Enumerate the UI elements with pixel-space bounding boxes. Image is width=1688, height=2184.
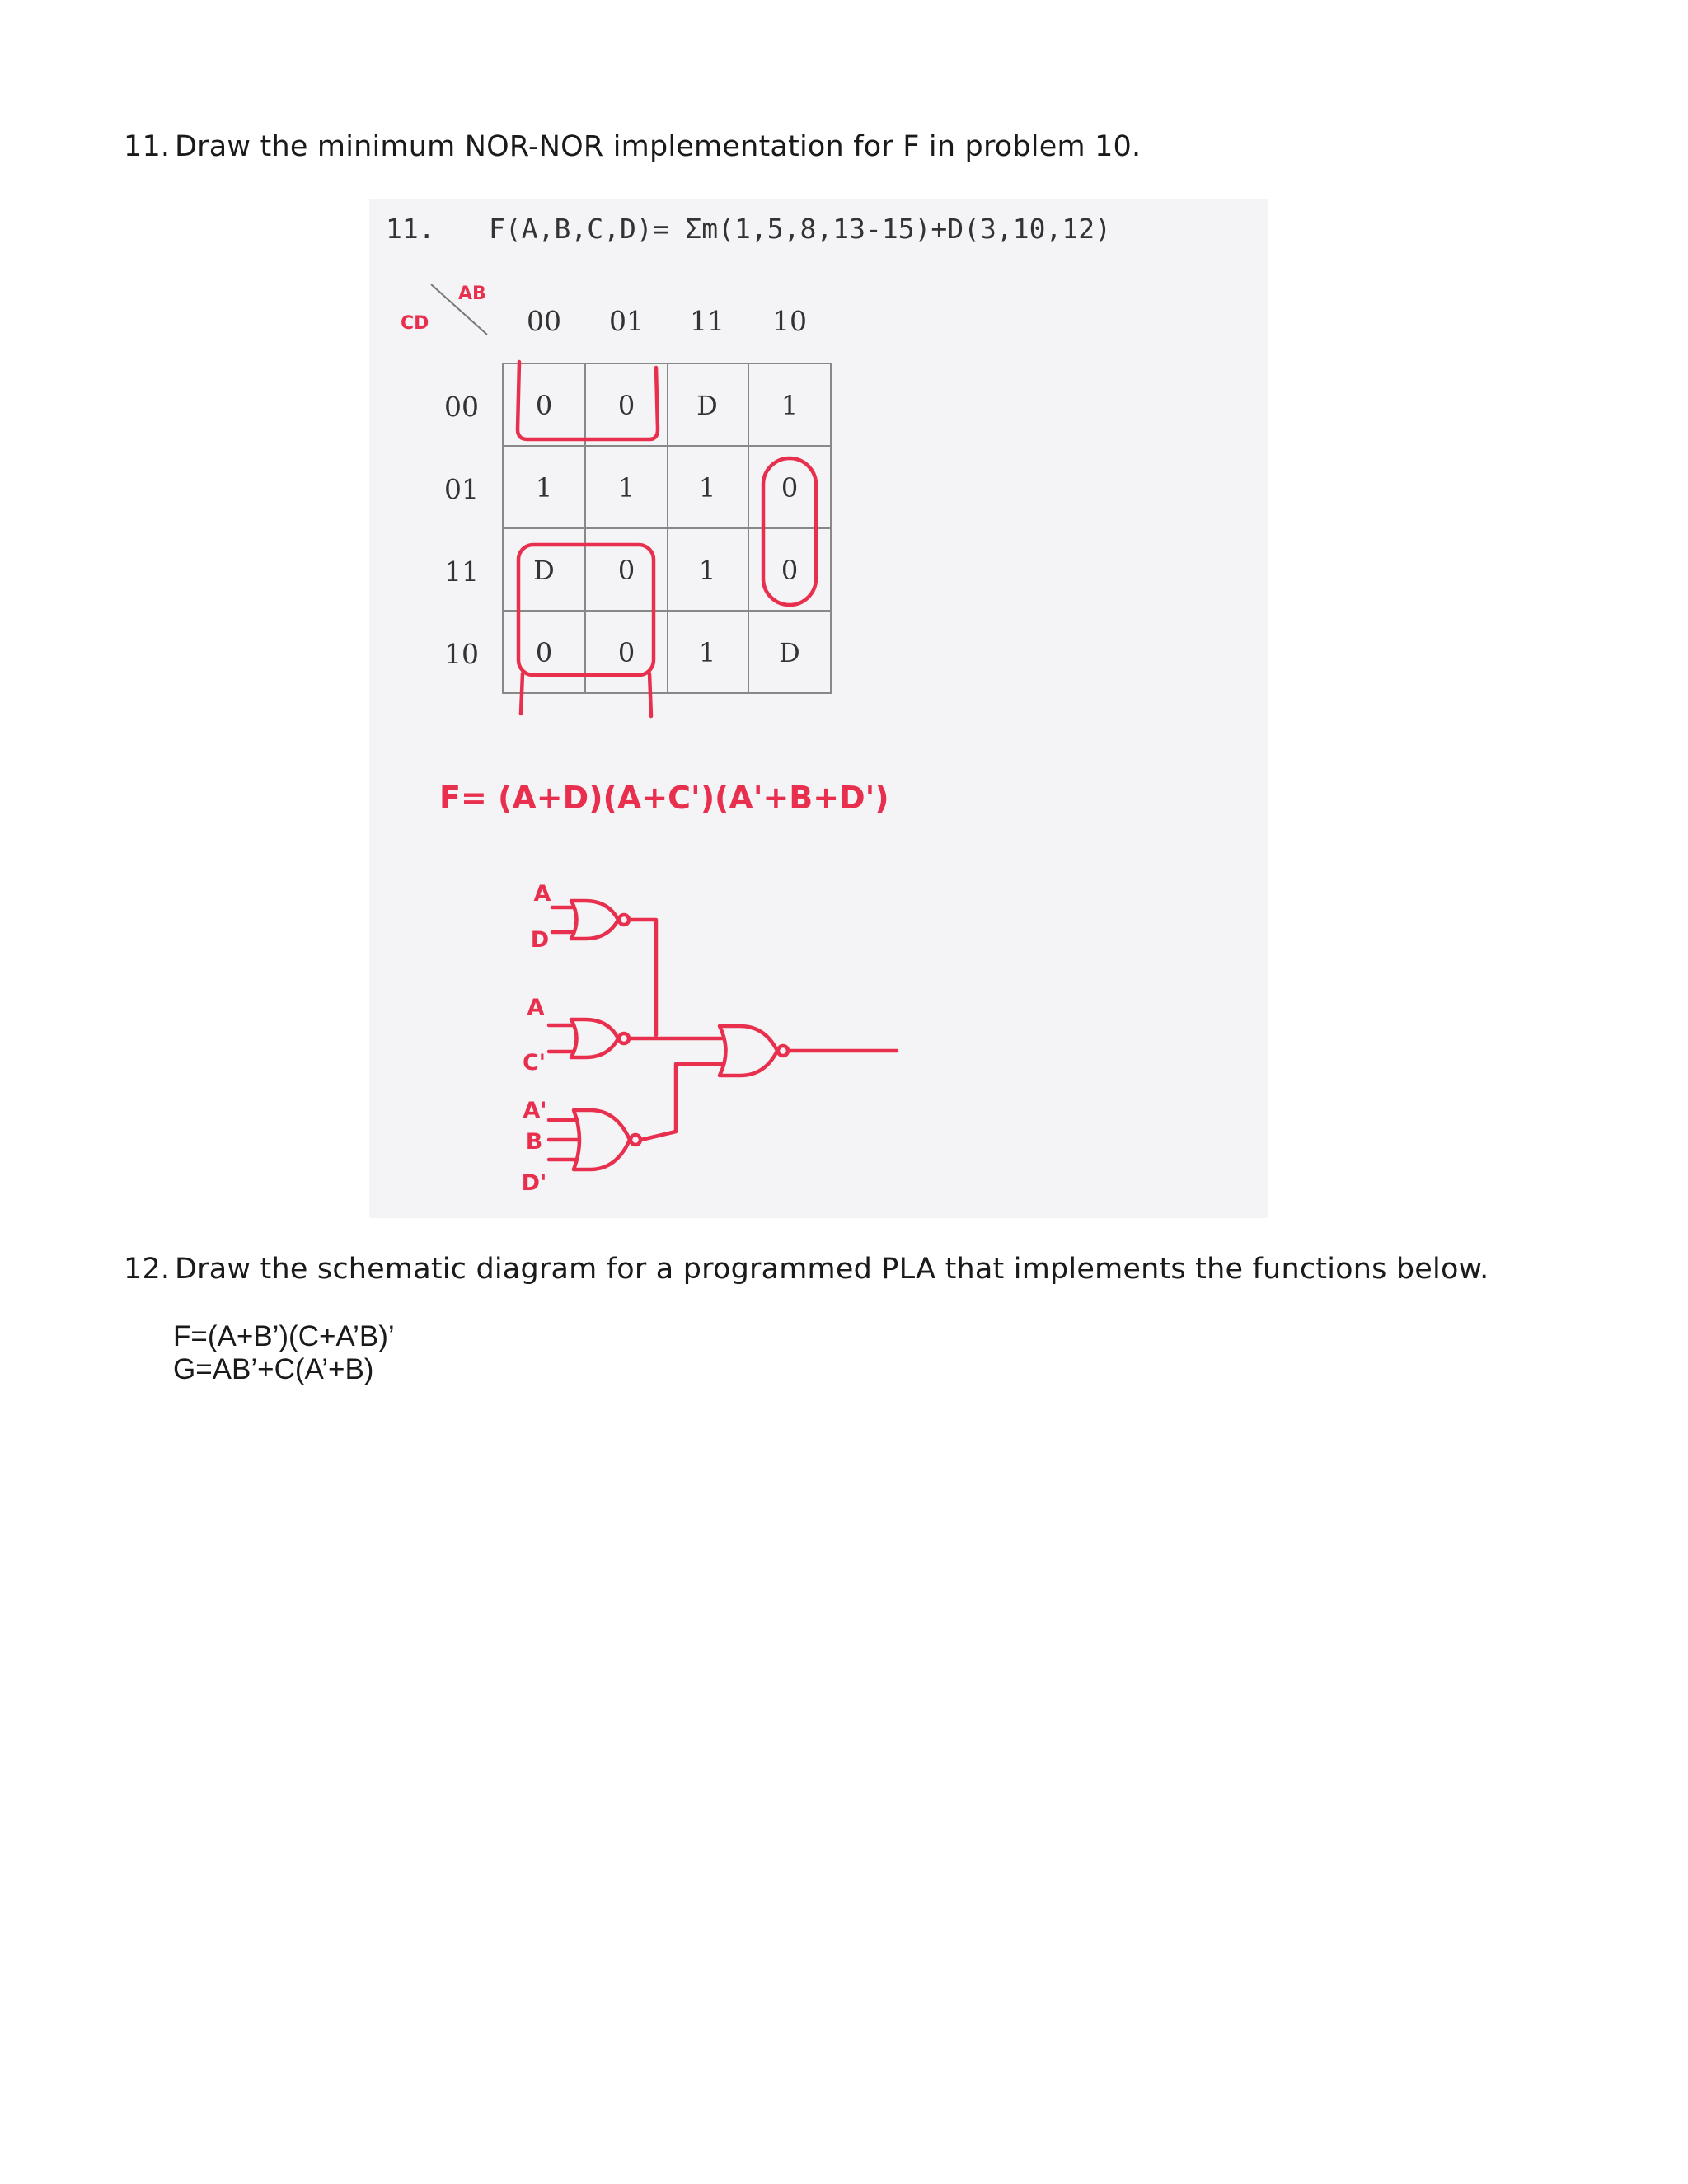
question-number: 12.: [124, 1253, 171, 1286]
gate2-input-cprime: C': [522, 1050, 546, 1076]
kmap-cell: 1: [535, 472, 553, 504]
gate3-input-dprime: D': [521, 1170, 547, 1196]
gate3-input-aprime: A': [523, 1098, 547, 1123]
result-equation: F= (A+D)(A+C')(A'+B+D'): [439, 780, 889, 816]
row-header-00: 00: [444, 391, 479, 423]
col-header-10: 10: [772, 305, 807, 337]
col-header-11: 11: [690, 305, 724, 337]
nor-gate-3: [549, 1064, 724, 1169]
question-12: [124, 1253, 1489, 1286]
gate2-input-a: A: [527, 995, 545, 1020]
kmap-cell: 0: [781, 555, 799, 586]
function-list: [173, 1320, 395, 1386]
kmap-cell: D: [779, 637, 800, 668]
question-number: 11.: [124, 130, 171, 163]
kmap-cell: 1: [698, 555, 716, 586]
row-header-10: 10: [444, 638, 479, 670]
question-11: [124, 130, 1141, 163]
row-header-11: 11: [444, 555, 479, 588]
solution-drawing: [369, 199, 1268, 1218]
formula-g: G=AB’+C(A’+B): [173, 1353, 374, 1385]
kmap-cell: 0: [617, 555, 635, 586]
gate3-input-b: B: [525, 1129, 543, 1155]
problem-label: 11.: [386, 213, 435, 245]
col-header-01: 01: [609, 305, 644, 337]
col-header-00: 00: [527, 305, 561, 337]
function-definition: F(A,B,C,D)= Σm(1,5,8,13-15)+D(3,10,12): [489, 213, 1111, 245]
kmap-cell: 1: [617, 472, 635, 504]
kmap-cell: 0: [535, 637, 553, 668]
row-header-01: 01: [444, 473, 479, 505]
solution-figure: [369, 199, 1268, 1218]
kmap-cell: 1: [781, 390, 799, 421]
question-text: Draw the minimum NOR-NOR implementation for F in problem 10.: [175, 130, 1142, 163]
kmap-cell: D: [696, 390, 718, 421]
corner-label-cd: CD: [401, 313, 429, 334]
kmap-cell: 0: [535, 390, 553, 421]
nor-gate-1: [552, 901, 656, 1035]
kmap-cell: 0: [617, 637, 635, 668]
corner-label-ab: AB: [458, 284, 486, 304]
kmap-cell: D: [533, 555, 555, 586]
gate1-input-d: D: [530, 927, 550, 953]
question-text: Draw the schematic diagram for a programmed PLA that implements the functions below.: [175, 1253, 1489, 1286]
kmap-cell: 1: [698, 472, 716, 504]
kmap-cell: 1: [698, 637, 716, 668]
formula-f: F=(A+B’)(C+A’B)’: [173, 1320, 395, 1352]
gate1-input-a: A: [533, 881, 551, 907]
kmap-cell: 0: [617, 390, 635, 421]
nor-gate-2: [549, 1019, 724, 1057]
kmap-cell: 0: [781, 472, 799, 504]
nor-gate-output: [720, 1026, 897, 1076]
